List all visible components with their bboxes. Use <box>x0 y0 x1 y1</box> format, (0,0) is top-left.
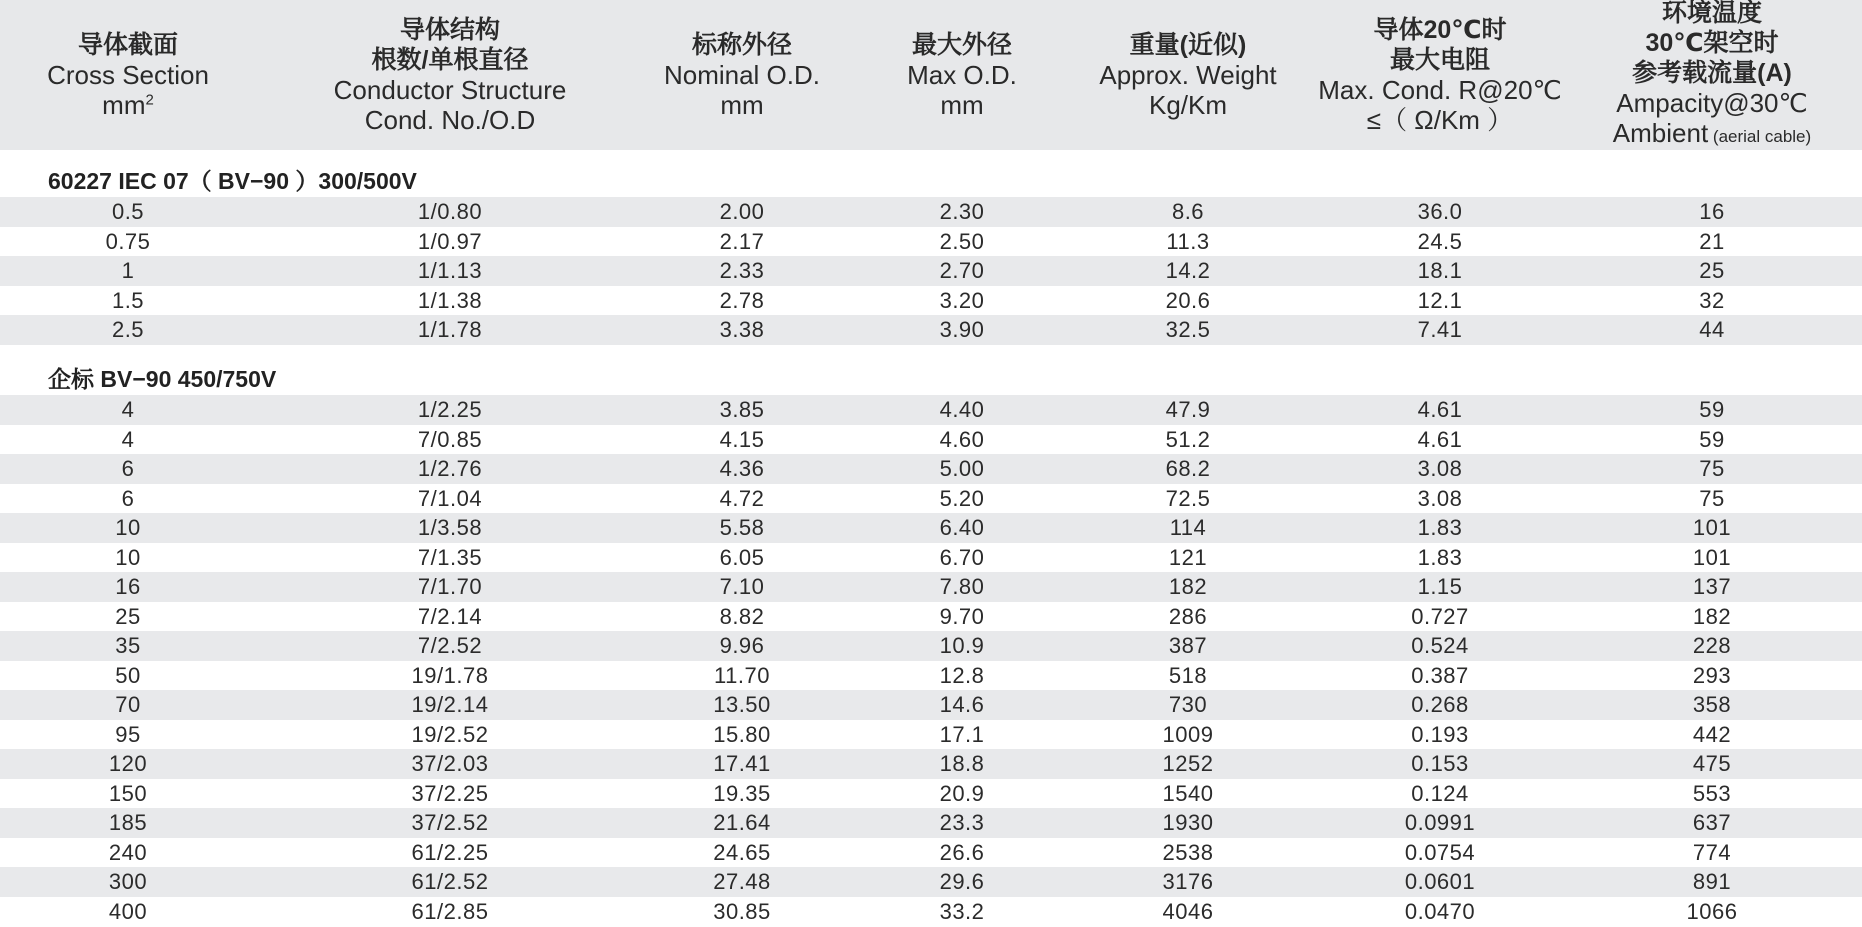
cell-max-od: 6.70 <box>939 544 985 570</box>
cell-max-od: 10.9 <box>939 633 985 658</box>
cell-resistance: 4.61 <box>1417 397 1463 422</box>
table-row <box>0 286 1862 316</box>
cell-resistance: 0.0991 <box>1404 810 1476 835</box>
cell-nominal-od: 19.35 <box>713 780 771 806</box>
cell-max-od: 5.00 <box>939 456 985 481</box>
cell-weight: 8.6 <box>1171 199 1205 224</box>
cell-resistance: 1.15 <box>1417 574 1463 599</box>
cell-resistance: 12.1 <box>1417 287 1463 313</box>
cell-ampacity: 16 <box>1699 199 1725 224</box>
cell-nominal-od: 2.17 <box>719 228 765 254</box>
cell-ampacity: 59 <box>1699 426 1725 452</box>
cell-cross-section: 1.5 <box>111 287 145 313</box>
cell-nominal-od: 2.00 <box>719 199 765 224</box>
cell-max-od: 3.20 <box>939 287 985 313</box>
cell-max-od: 4.60 <box>939 426 985 452</box>
cell-conductor-structure: 37/2.03 <box>411 751 489 776</box>
cell-conductor-structure: 1/2.25 <box>417 397 483 422</box>
header-line: mm <box>940 90 984 120</box>
header-line: ≤（ Ω/Km ） <box>1366 105 1514 135</box>
cell-ampacity: 101 <box>1692 515 1732 540</box>
cell-conductor-structure: 7/2.52 <box>417 633 483 658</box>
header-line: Cross Section <box>47 60 209 90</box>
cell-nominal-od: 3.38 <box>719 317 765 342</box>
cell-ampacity: 137 <box>1692 574 1732 599</box>
header-line: 最大外径 <box>911 31 1012 59</box>
header-suffix: (aerial cable) <box>1708 127 1812 146</box>
cell-max-od: 14.6 <box>939 692 985 717</box>
cell-resistance: 36.0 <box>1417 199 1463 224</box>
cell-conductor-structure: 1/3.58 <box>417 515 483 540</box>
cell-resistance: 0.153 <box>1411 751 1469 776</box>
cell-ampacity: 475 <box>1692 751 1732 776</box>
header-line: Kg/Km <box>1148 90 1228 120</box>
cell-cross-section: 240 <box>108 839 148 865</box>
cell-nominal-od: 17.41 <box>713 751 771 776</box>
cell-ampacity: 228 <box>1692 633 1732 658</box>
cell-cross-section: 4 <box>121 397 135 422</box>
cell-conductor-structure: 61/2.85 <box>411 898 489 924</box>
cell-conductor-structure: 19/1.78 <box>411 662 489 688</box>
cell-max-od: 26.6 <box>939 839 985 865</box>
table-row <box>0 779 1862 809</box>
header-conductor-structure <box>290 0 610 150</box>
cell-ampacity: 553 <box>1692 780 1732 806</box>
header-max-resistance <box>1295 0 1585 150</box>
cell-ampacity: 182 <box>1692 603 1732 629</box>
cell-conductor-structure: 61/2.25 <box>411 839 489 865</box>
cell-resistance: 3.08 <box>1417 456 1463 481</box>
cell-max-od: 23.3 <box>939 810 985 835</box>
cell-weight: 518 <box>1168 662 1208 688</box>
cell-conductor-structure: 1/1.78 <box>417 317 483 342</box>
header-line: 环境温度 <box>1661 0 1762 27</box>
cell-nominal-od: 4.72 <box>719 485 765 511</box>
cell-weight: 182 <box>1168 574 1208 599</box>
cell-resistance: 0.193 <box>1411 721 1469 747</box>
cell-nominal-od: 3.85 <box>719 397 765 422</box>
cell-ampacity: 21 <box>1699 228 1725 254</box>
cell-max-od: 5.20 <box>939 485 985 511</box>
header-cross-section <box>18 0 238 150</box>
cell-resistance: 1.83 <box>1417 515 1463 540</box>
cell-conductor-structure: 7/0.85 <box>417 426 483 452</box>
cell-cross-section: 150 <box>108 780 148 806</box>
cell-cross-section: 6 <box>121 485 135 511</box>
unit-superscript: 2 <box>145 91 154 109</box>
cell-weight: 1540 <box>1162 780 1214 806</box>
cell-conductor-structure: 1/1.13 <box>417 258 483 283</box>
cell-cross-section: 16 <box>115 574 141 599</box>
cell-resistance: 0.0601 <box>1404 869 1476 894</box>
header-line: 导体截面 <box>77 31 178 59</box>
header-line: 根数/单根直径 <box>371 46 529 74</box>
table-row <box>0 749 1862 779</box>
cell-cross-section: 35 <box>115 633 141 658</box>
table-row <box>0 690 1862 720</box>
header-unit <box>102 90 154 120</box>
table-row <box>0 572 1862 602</box>
header-max-od <box>862 0 1062 150</box>
cell-weight: 3176 <box>1162 869 1214 894</box>
cell-weight: 51.2 <box>1165 426 1211 452</box>
cell-nominal-od: 7.10 <box>719 574 765 599</box>
cell-conductor-structure: 37/2.25 <box>411 780 489 806</box>
cell-max-od: 33.2 <box>939 898 985 924</box>
header-line: Conductor Structure <box>333 75 567 105</box>
table-row <box>0 315 1862 345</box>
table-row <box>0 395 1862 425</box>
header-line: 最大电阻 <box>1389 46 1490 74</box>
cell-weight: 11.3 <box>1166 228 1210 254</box>
cell-nominal-od: 11.70 <box>714 662 770 688</box>
section-title: 企标 BV−90 450/750V <box>48 366 277 392</box>
table-row <box>0 425 1862 455</box>
cell-ampacity: 75 <box>1699 456 1725 481</box>
cell-conductor-structure: 7/2.14 <box>417 603 483 629</box>
unit-base: mm <box>102 90 146 120</box>
cell-max-od: 2.70 <box>939 258 985 283</box>
header-weight <box>1073 0 1303 150</box>
cell-conductor-structure: 19/2.52 <box>411 721 489 747</box>
cell-conductor-structure: 7/1.04 <box>417 485 483 511</box>
cell-resistance: 1.83 <box>1417 544 1463 570</box>
cell-resistance: 0.387 <box>1411 662 1469 688</box>
header-line: Ambient (aerial cable) <box>1612 118 1812 148</box>
table-row <box>0 838 1862 868</box>
cell-nominal-od: 6.05 <box>719 544 765 570</box>
cell-max-od: 7.80 <box>939 574 985 599</box>
cell-nominal-od: 4.15 <box>719 426 765 452</box>
cell-conductor-structure: 61/2.52 <box>411 869 489 894</box>
cell-cross-section: 4 <box>121 426 135 452</box>
cell-weight: 121 <box>1168 544 1208 570</box>
cell-max-od: 18.8 <box>939 751 985 776</box>
table-row <box>0 897 1862 927</box>
cell-cross-section: 95 <box>115 721 141 747</box>
cell-resistance: 0.124 <box>1411 780 1469 806</box>
cell-weight: 730 <box>1168 692 1208 717</box>
table-row <box>0 661 1862 691</box>
header-line: 30℃架空时 <box>1645 29 1779 57</box>
cell-nominal-od: 5.58 <box>719 515 765 540</box>
cell-weight: 20.6 <box>1165 287 1211 313</box>
cell-ampacity: 25 <box>1699 258 1725 283</box>
cell-cross-section: 1 <box>121 258 135 283</box>
cell-ampacity: 101 <box>1692 544 1732 570</box>
table-row <box>0 484 1862 514</box>
header-line: Ampacity@30℃ <box>1616 88 1808 118</box>
cell-max-od: 12.8 <box>939 662 985 688</box>
cell-resistance: 3.08 <box>1417 485 1463 511</box>
table-row <box>0 454 1862 484</box>
cell-resistance: 0.0754 <box>1404 839 1476 865</box>
cell-weight: 4046 <box>1162 898 1214 924</box>
cell-cross-section: 0.5 <box>111 199 145 224</box>
cell-weight: 2538 <box>1162 839 1214 865</box>
cell-nominal-od: 9.96 <box>719 633 765 658</box>
cell-weight: 72.5 <box>1165 485 1211 511</box>
table-row <box>0 867 1862 897</box>
cell-max-od: 17.1 <box>939 721 985 747</box>
cell-conductor-structure: 37/2.52 <box>411 810 489 835</box>
cell-conductor-structure: 1/2.76 <box>417 456 483 481</box>
header-line: Approx. Weight <box>1099 60 1277 90</box>
cell-cross-section: 25 <box>115 603 141 629</box>
cell-ampacity: 32 <box>1699 287 1725 313</box>
cell-nominal-od: 15.80 <box>713 721 771 747</box>
cell-ampacity: 1066 <box>1686 898 1738 924</box>
cell-conductor-structure: 1/0.80 <box>417 199 483 224</box>
cell-cross-section: 0.75 <box>105 228 151 254</box>
cell-resistance: 18.1 <box>1417 258 1463 283</box>
cell-max-od: 6.40 <box>939 515 985 540</box>
cell-cross-section: 50 <box>115 662 141 688</box>
header-line: Nominal O.D. <box>663 60 821 90</box>
cell-resistance: 0.727 <box>1411 603 1469 629</box>
cell-weight: 1930 <box>1162 810 1214 835</box>
cell-nominal-od: 2.78 <box>719 287 765 313</box>
cell-nominal-od: 2.33 <box>719 258 765 283</box>
cell-resistance: 7.41 <box>1417 317 1463 342</box>
cell-ampacity: 891 <box>1692 869 1732 894</box>
table-row <box>0 197 1862 227</box>
cell-weight: 68.2 <box>1165 456 1211 481</box>
cell-ampacity: 293 <box>1692 662 1732 688</box>
cell-cross-section: 10 <box>115 515 141 540</box>
cell-conductor-structure: 1/0.97 <box>417 228 483 254</box>
cell-weight: 1009 <box>1162 721 1214 747</box>
cell-resistance: 0.0470 <box>1404 898 1476 924</box>
cell-cross-section: 400 <box>108 898 148 924</box>
cell-ampacity: 442 <box>1692 721 1732 747</box>
cell-weight: 286 <box>1168 603 1208 629</box>
header-line: Max O.D. <box>907 60 1017 90</box>
table-row <box>0 720 1862 750</box>
cell-ampacity: 59 <box>1699 397 1725 422</box>
cell-ampacity: 358 <box>1692 692 1732 717</box>
cell-ampacity: 637 <box>1692 810 1732 835</box>
header-line: Cond. No./O.D <box>364 105 536 135</box>
section-title: 60227 IEC 07（ BV−90 ）300/500V <box>48 168 417 194</box>
cell-cross-section: 10 <box>115 544 141 570</box>
cell-max-od: 3.90 <box>939 317 985 342</box>
table-row <box>0 256 1862 286</box>
cell-cross-section: 6 <box>121 456 135 481</box>
cell-nominal-od: 21.64 <box>713 810 771 835</box>
cell-nominal-od: 30.85 <box>713 898 771 924</box>
cell-cross-section: 120 <box>108 751 148 776</box>
cell-cross-section: 185 <box>108 810 148 835</box>
cell-nominal-od: 27.48 <box>713 869 771 894</box>
cell-conductor-structure: 7/1.35 <box>417 544 483 570</box>
cell-cross-section: 2.5 <box>111 317 145 342</box>
cell-nominal-od: 24.65 <box>713 839 771 865</box>
cell-max-od: 2.30 <box>939 199 985 224</box>
table-row <box>0 602 1862 632</box>
table-row <box>0 631 1862 661</box>
cell-weight: 1252 <box>1162 751 1214 776</box>
cell-ampacity: 774 <box>1692 839 1732 865</box>
header-line: mm <box>720 90 764 120</box>
cell-resistance: 0.524 <box>1411 633 1469 658</box>
cell-nominal-od: 13.50 <box>713 692 771 717</box>
header-line: 重量(近似) <box>1129 31 1247 59</box>
header-line: 参考载流量(A) <box>1632 59 1792 87</box>
cell-conductor-structure: 7/1.70 <box>417 574 483 599</box>
header-line: 导体结构 <box>399 16 500 44</box>
cell-max-od: 29.6 <box>939 869 985 894</box>
table-row <box>0 808 1862 838</box>
cell-max-od: 9.70 <box>939 603 985 629</box>
cell-nominal-od: 4.36 <box>719 456 765 481</box>
cell-cross-section: 300 <box>108 869 148 894</box>
cell-cross-section: 70 <box>115 692 141 717</box>
cell-max-od: 4.40 <box>939 397 985 422</box>
cell-max-od: 2.50 <box>939 228 985 254</box>
cell-conductor-structure: 19/2.14 <box>411 692 489 717</box>
cell-weight: 32.5 <box>1165 317 1211 342</box>
cell-ampacity: 44 <box>1699 317 1725 342</box>
cell-max-od: 20.9 <box>939 780 985 806</box>
cell-weight: 387 <box>1168 633 1208 658</box>
header-line: 标称外径 <box>691 31 792 59</box>
cell-conductor-structure: 1/1.38 <box>417 287 483 313</box>
header-ampacity <box>1572 0 1852 150</box>
table-row <box>0 227 1862 257</box>
header-line: Max. Cond. R@20℃ <box>1318 75 1562 105</box>
cell-weight: 47.9 <box>1165 397 1211 422</box>
cell-resistance: 0.268 <box>1411 692 1469 717</box>
cell-weight: 14.2 <box>1165 258 1211 283</box>
cell-weight: 114 <box>1169 515 1207 540</box>
header-line: 导体20℃时 <box>1373 16 1507 44</box>
table-header <box>0 0 1862 150</box>
cell-ampacity: 75 <box>1699 485 1725 511</box>
table-row <box>0 513 1862 543</box>
table-row <box>0 543 1862 573</box>
cell-nominal-od: 8.82 <box>719 603 765 629</box>
cell-resistance: 4.61 <box>1417 426 1463 452</box>
cell-resistance: 24.5 <box>1417 228 1463 254</box>
header-nominal-od <box>622 0 862 150</box>
